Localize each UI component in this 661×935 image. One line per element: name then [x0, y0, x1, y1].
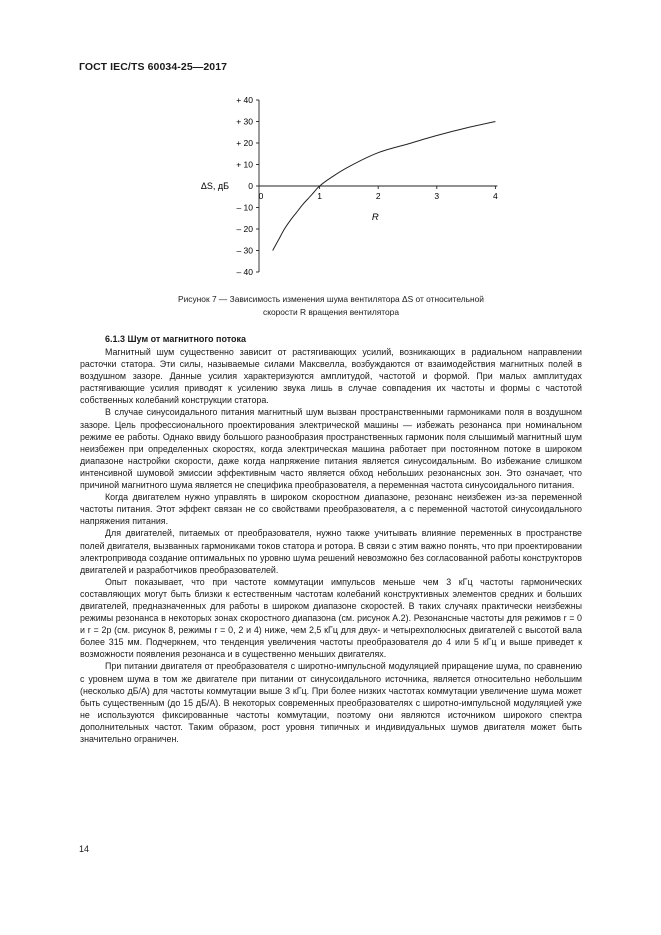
x-tick-label: 1 [317, 191, 322, 201]
y-tick-label: + 10 [236, 159, 253, 170]
y-axis [236, 95, 259, 277]
x-tick-label: 3 [434, 191, 440, 201]
x-tick-label: 4 [493, 191, 498, 201]
caption-line-1: Рисунок 7 — Зависимость изменения шума вентилятора ΔS от относительной [178, 294, 484, 304]
caption-line-2: скорости R вращения вентилятора [263, 307, 399, 317]
noise-chart [0, 88, 661, 288]
y-tick-label: + 20 [236, 138, 253, 148]
y-tick-label: + 40 [236, 95, 253, 105]
y-tick-label: – 10 [236, 202, 253, 213]
x-axis [259, 186, 498, 201]
x-tick-label: 0 [258, 191, 264, 201]
paragraph: Опыт показывает, что при частоте коммутации импульсов меньше чем 3 кГц частоты гармонических составляющих могут быть близки к естественным частотам колебаний конструктивных элементов средних и больших двигателей, предназначенных для работы в широком диапазоне скоростей. В таких случаях практически неизбежны режимы резонанса в некоторых зонах скоростного диапазона (см. рисунок А.2). Резонансные частоты для режимов r = 0 и r = 2p (см. рисунок 8, режимы r = 0, 2 и 4) ниже, чем 2,5 кГц для двух- и четырехполюсных двигателей с высотой вала более 315 мм. Подчеркнем, что тенденция увеличения частоты преобразователя до 4 или 5 кГц и выше приведет к возможности появления резонанса и в существенно меньших двигателях. [80, 576, 582, 660]
x-tick-label: 2 [375, 191, 381, 201]
y-tick-label: – 40 [236, 267, 253, 277]
y-tick-label: + 30 [236, 116, 253, 127]
y-tick-label: – 20 [236, 224, 253, 234]
body-text [80, 346, 582, 745]
paragraph: Для двигателей, питаемых от преобразователя, нужно также учитывать влияние переменных в пространстве полей двигателя, вызванных гармониками токов статора и ротора. В связи с этим важно понять, что при проектировании электропривода создание оптимальных по уровню шума решений невозможно без согласованной работы конструкторов двигателей и разработчиков преобразователей. [80, 528, 582, 575]
page-number: 14 [79, 844, 90, 854]
y-tick-label: – 30 [236, 245, 253, 256]
document-header: ГОСТ IEC/TS 60034-25—2017 [79, 61, 228, 73]
paragraph: В случае синусоидального питания магнитный шум вызван пространственными гармониками поля в воздушном зазоре. Цель профессионального проектирования электрической машины — избежать резонанса при номинальном режиме ее работы. Однако ввиду большого разнообразия пространственных гармоник поля слышимый магнитный шум неизбежен при определенных скоростях, когда электрическая машина работает при постоянном потоке в широком диапазоне настройки скорости, даже когда напряжение питания является синусоидальным. Во избежание слишком интенсивной шумовой эмиссии эффективным часто является обход небольших резонансных зон. Это означает, что причиной магнитного шума является не специфика преобразователя, а переменная частота синусоидального питания. [80, 407, 582, 491]
paragraph: При питании двигателя от преобразователя с широтно-импульсной модуляцией приращение шума, по сравнению с уровнем шума в том же двигателе при питании от синусоидального источника, является относительно небольшим (несколько дБ/А) для частоты коммутации выше 3 кГц. При более низких частотах коммутации увеличение шума может быть существенным (до 15 дБ/А). В некоторых современных преобразователях с широтно-импульсной модуляцией уже не используются фиксированные частоты коммутации, поэтому они являются источником широкого спектра дополнительных частот. Таким образом, рост уровня типичных и индивидуальных шумов двигателя может быть значительно ограничен. [80, 661, 582, 744]
paragraph: Магнитный шум существенно зависит от растягивающих усилий, возникающих в радиальном направлении расточки статора. Эти силы, называемые силами Максвелла, возбуждаются от взаимодействия магнитных полей в воздушном зазоре. Данные усилия характеризуются амплитудой, частотой и формой. При малых амплитудах растягивающие усилия приводят к усилению звука лишь в случае совпадения их частоты и формы с частотой собственных колебаний конструкции статора. [80, 347, 582, 406]
x-axis-label: R [371, 212, 379, 223]
y-axis-label: ΔS, дБ [200, 181, 229, 191]
y-tick-label: 0 [248, 181, 253, 191]
figure-caption [80, 293, 582, 319]
section-title: 6.1.3 Шум от магнитного потока [105, 334, 247, 344]
paragraph: Когда двигателем нужно управлять в широком скоростном диапазоне, резонанс неизбежен из-за переменной частоты питания. Этот эффект связан не со свойствами преобразователя, а с переменной частотой синусоидального напряжения питания. [80, 492, 582, 527]
